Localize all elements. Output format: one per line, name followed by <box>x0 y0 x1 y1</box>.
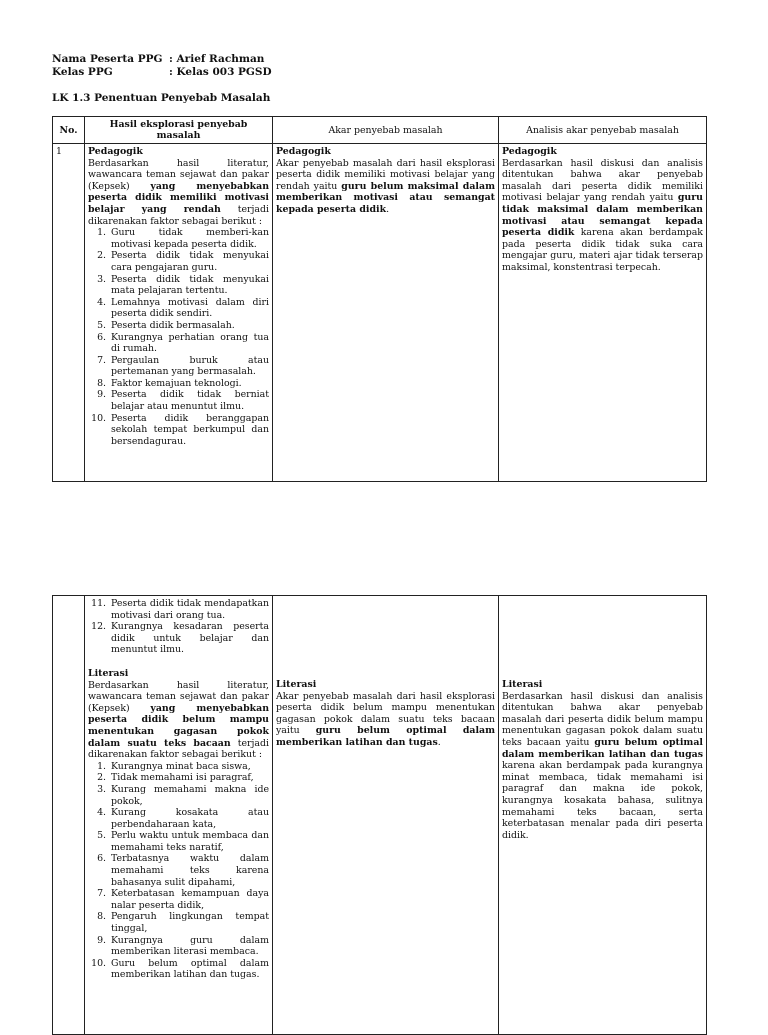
row-number-empty <box>53 596 85 1035</box>
list-item: 7. Pergaulan buruk atau pertemanan yang bermasalah. <box>109 355 269 378</box>
root-bold: guru belum optimal dalam memberikan latihan dan tugas <box>276 725 496 748</box>
participant-name-value: : Arief Rachman <box>169 53 265 65</box>
root-text-end: . <box>386 203 390 215</box>
class-line <box>52 66 272 79</box>
list-item: 4. Kurang kosakata atau perbendaharaan kata, <box>109 807 269 830</box>
list-item: 3. Peserta didik tidak menyukai mata pelajaran tertentu. <box>109 274 269 297</box>
analysis-text-c: karena akan berdampak pada peserta didik tidak suka cara mengajar guru, materi ajar tidak terserap maksimal, konstentrasi terpecah. <box>502 227 703 273</box>
list-item: 6. Terbatasnya waktu dalam memahami teks karena bahasanya sulit dipahami, <box>109 853 269 888</box>
row-number: 1 <box>53 144 85 482</box>
intro-bold: yang menyebabkan peserta didik memiliki motivasi belajar yang rendah <box>88 180 270 215</box>
root-bold: guru belum maksimal dalam memberikan motivasi atau semangat kepada peserta didik <box>276 180 495 215</box>
exploration-cell <box>85 144 273 482</box>
section-title: Pedagogik <box>276 146 331 157</box>
list-item: 1. Guru tidak memberi-kan motivasi kepada peserta didik. <box>109 227 269 250</box>
root-text-end: . <box>437 736 441 748</box>
root-cause-text <box>276 691 495 749</box>
intro-bold: yang menyebabkan peserta didik belum mampu menentukan gagasan pokok dalam suatu teks bacaan <box>88 702 270 749</box>
list-item: 7. Keterbatasan kemampuan daya nalar peserta didik, <box>109 888 269 911</box>
factor-list <box>88 227 269 447</box>
table-row <box>53 596 707 1035</box>
list-item: 8. Faktor kemajuan teknologi. <box>109 378 269 390</box>
header-exploration: Hasil eksplorasi penyebab masalah <box>85 117 273 144</box>
participant-name-line <box>52 53 264 66</box>
list-item: 2. Peserta didik tidak menyukai cara pengajaran guru. <box>109 250 269 273</box>
list-item: 4. Lemahnya motivasi dalam diri peserta didik sendiri. <box>109 297 269 320</box>
intro-text: Berdasarkan hasil literatur, wawancara teman sejawat dan pakar (Kepsek) <box>88 157 269 192</box>
list-item: 5. Perlu waktu untuk membaca dan memahami teks naratif, <box>109 830 269 853</box>
analysis-bold: guru tidak maksimal dalam memberikan motivasi atau semangat kepada peserta didik <box>502 192 703 239</box>
root-text: Akar penyebab masalah dari hasil eksplorasi peserta didik belum mampu menentukan gagasan pokok dalam suatu teks bacaan yaitu <box>276 690 495 737</box>
analysis-cell <box>499 596 707 1035</box>
section-title: Literasi <box>88 667 129 679</box>
exploration-intro <box>88 158 269 228</box>
class-value: : Kelas 003 PGSD <box>169 66 272 78</box>
intro-text: Berdasarkan hasil literatur, wawancara teman sejawat dan pakar (Kepsek) <box>88 679 269 714</box>
list-item: 1. Kurangnya minat baca siswa, <box>109 761 269 773</box>
list-item: 11. Peserta didik tidak mendapatkan motivasi dari orang tua. <box>109 598 269 621</box>
list-item: 9. Kurangnya guru dalam memberikan literasi membaca. <box>109 935 269 958</box>
factor-list-continued <box>88 598 269 656</box>
problem-cause-table <box>52 116 707 482</box>
exploration-cell <box>85 596 273 1035</box>
table-row <box>53 144 707 482</box>
analysis-text <box>502 158 703 274</box>
analysis-text-a: Berdasarkan hasil diskusi dan analisis ditentukan bahwa akar penyebab masalah dari peserta didik belum mampu menentukan gagasan pokok dalam suatu teks bacaan yaitu <box>502 690 703 748</box>
intro-text-end: terjadi dikarenakan faktor sebagai berikut : <box>88 203 269 227</box>
section-title: Literasi <box>502 679 543 690</box>
list-item: 3. Kurang memahami makna ide pokok, <box>109 784 269 807</box>
list-item: 9. Peserta didik tidak berniat belajar atau menuntut ilmu. <box>109 389 269 412</box>
list-item: 2. Tidak memahami isi paragraf, <box>109 772 269 784</box>
list-item: 10. Guru belum optimal dalam memberikan latihan dan tugas. <box>109 958 269 981</box>
factor-list <box>88 761 269 981</box>
header-no: No. <box>53 117 85 144</box>
list-item: 10. Peserta didik beranggapan sekolah tempat berkumpul dan bersendagurau. <box>109 413 269 448</box>
root-cause-text <box>276 158 495 216</box>
analysis-bold: guru belum optimal dalam memberikan latihan dan tugas <box>502 736 703 760</box>
problem-cause-table-continued <box>52 595 707 1035</box>
table-header-row <box>53 117 707 144</box>
intro-text-end: terjadi dikarenakan faktor sebagai berikut : <box>88 737 269 761</box>
analysis-cell <box>499 144 707 482</box>
analysis-text-a: Berdasarkan hasil diskusi dan analisis ditentukan bahwa akar penyebab masalah dari peserta didik memiliki motivasi belajar yang rendah yaitu <box>502 157 703 204</box>
analysis-text <box>502 691 703 842</box>
list-item: 5. Peserta didik bermasalah. <box>109 320 269 332</box>
section-title: Pedagogik <box>88 146 143 157</box>
root-cause-cell <box>273 144 499 482</box>
root-text: Akar penyebab masalah dari hasil eksplorasi peserta didik memiliki motivasi belajar yang rendah yaitu <box>276 157 495 192</box>
section-title: Literasi <box>276 679 317 690</box>
list-item: 8. Pengaruh lingkungan tempat tinggal, <box>109 911 269 934</box>
exploration-intro <box>88 680 269 761</box>
class-label: Kelas PPG <box>52 66 113 78</box>
participant-name-label: Nama Peserta PPG <box>52 53 163 65</box>
root-cause-cell <box>273 596 499 1035</box>
list-item: 6. Kurangnya perhatian orang tua di rumah. <box>109 332 269 355</box>
header-root-cause: Akar penyebab masalah <box>273 117 499 144</box>
worksheet-title: LK 1.3 Penentuan Penyebab Masalah <box>52 92 271 104</box>
analysis-text-c: karena akan berdampak pada kurangnya minat membaca, tidak memahami isi paragraf dan makna ide pokok, kurangnya kosakata bahasa, sulitnya memahami teks bacaan, serta keterbatasan menalar pada diri peserta didik. <box>502 760 703 841</box>
section-title: Pedagogik <box>502 146 557 157</box>
list-item: 12. Kurangnya kesadaran peserta didik untuk belajar dan menuntut ilmu. <box>109 621 269 656</box>
header-root-analysis: Analisis akar penyebab masalah <box>499 117 707 144</box>
